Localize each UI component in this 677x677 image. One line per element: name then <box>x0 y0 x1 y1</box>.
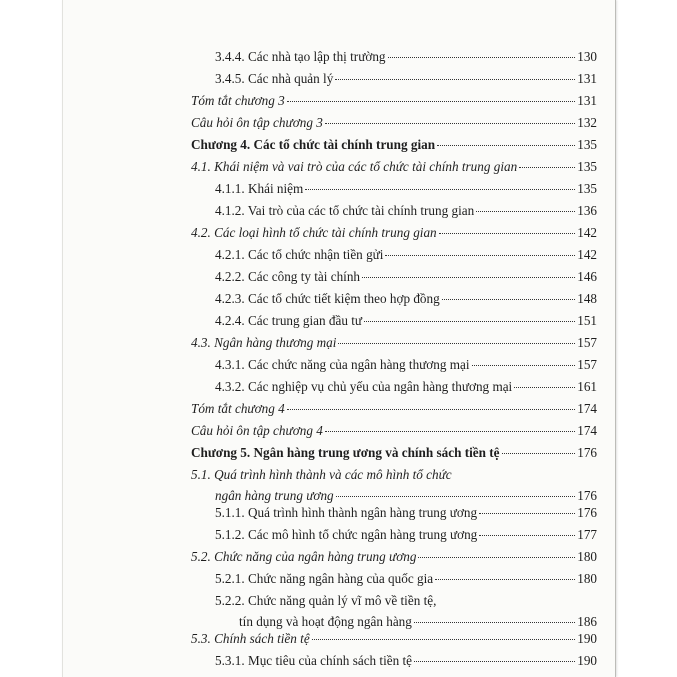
toc-entry[interactable] <box>215 378 597 395</box>
toc-entry[interactable] <box>191 114 597 131</box>
dot-leader <box>338 343 575 344</box>
toc-page-number: 186 <box>577 614 597 629</box>
toc-entry-label: Chương 5. Ngân hàng trung ương và chính sách tiền tệ <box>191 445 500 460</box>
dot-leader <box>514 387 575 388</box>
toc-entry-label: 5.1.1. Quá trình hình thành ngân hàng trung ương <box>215 505 478 520</box>
dot-leader <box>335 79 575 80</box>
toc-page-number: 157 <box>577 335 597 350</box>
dot-leader <box>385 255 575 256</box>
toc-entry[interactable] <box>191 630 597 647</box>
toc-page-number: 131 <box>577 71 597 86</box>
toc-page-number: 161 <box>577 379 597 394</box>
toc-page-number: 176 <box>577 505 597 520</box>
toc-entry[interactable] <box>215 570 597 587</box>
toc-page-number: 177 <box>577 527 597 542</box>
toc-entry-label: 4.2.3. Các tổ chức tiết kiệm theo hợp đồng <box>215 291 440 306</box>
toc-entry-label: Chương 4. Các tổ chức tài chính trung gian <box>191 137 436 152</box>
toc-entry-label: 4.2.1. Các tổ chức nhận tiền gửi <box>215 247 384 262</box>
toc-entry-label: 5.1. Quá trình hình thành và các mô hình tổ chức <box>191 467 452 482</box>
dot-leader <box>414 661 575 662</box>
toc-page-number: 135 <box>577 159 597 174</box>
toc-entry-label: 4.2.4. Các trung gian đầu tư <box>215 313 363 328</box>
toc-page-number: 176 <box>577 488 597 503</box>
toc-page-number: 180 <box>577 549 597 564</box>
toc-entry-label: 4.1.1. Khái niệm <box>215 181 304 196</box>
toc-entry-label: 5.3.1. Mục tiêu của chính sách tiền tệ <box>215 653 413 668</box>
toc-page-number: 174 <box>577 401 597 416</box>
dot-leader <box>305 189 575 190</box>
dot-leader <box>287 409 575 410</box>
toc-page-number: 190 <box>577 631 597 646</box>
toc-entry[interactable] <box>215 48 597 65</box>
toc-entry[interactable] <box>215 356 597 373</box>
dot-leader <box>325 431 575 432</box>
dot-leader <box>472 365 576 366</box>
toc-entry[interactable] <box>215 202 597 219</box>
toc-page-number: 136 <box>577 203 597 218</box>
toc-entry[interactable] <box>215 504 597 521</box>
toc-entry-label: 4.3.2. Các nghiệp vụ chủ yếu của ngân hàng thương mại <box>215 379 513 394</box>
toc-entry-label: Câu hỏi ôn tập chương 4 <box>191 423 323 438</box>
toc-entry-label-continued: ngân hàng trung ương <box>215 488 334 503</box>
dot-leader <box>435 579 575 580</box>
toc-entry[interactable] <box>191 224 597 241</box>
dot-leader <box>439 233 576 234</box>
toc-page-number: 132 <box>577 115 597 130</box>
toc-entry[interactable] <box>191 400 597 417</box>
toc-entry[interactable] <box>191 466 597 504</box>
toc-entry-label: 5.3. Chính sách tiền tệ <box>191 631 310 646</box>
toc-page-number: 176 <box>577 445 597 460</box>
toc-entry[interactable] <box>191 422 597 439</box>
toc-entry-label: 5.1.2. Các mô hình tổ chức ngân hàng trung ương <box>215 527 478 542</box>
toc-page-number: 190 <box>577 653 597 668</box>
dot-leader <box>364 321 575 322</box>
dot-leader <box>476 211 575 212</box>
toc-entry-label: Tóm tắt chương 3 <box>191 93 285 108</box>
toc-entry-label: Tóm tắt chương 4 <box>191 401 285 416</box>
dot-leader <box>418 557 575 558</box>
dot-leader <box>362 277 575 278</box>
toc-entry[interactable] <box>215 652 597 669</box>
toc-entry-label-continued: tín dụng và hoạt động ngân hàng <box>239 614 412 629</box>
toc-entry[interactable] <box>191 548 597 565</box>
toc-entry[interactable] <box>215 70 597 87</box>
toc-entry[interactable] <box>215 592 597 630</box>
toc-entry[interactable] <box>215 290 597 307</box>
table-of-contents <box>63 0 615 677</box>
dot-leader <box>336 496 576 497</box>
toc-page-number: 174 <box>577 423 597 438</box>
toc-page-number: 157 <box>577 357 597 372</box>
dot-leader <box>479 535 575 536</box>
toc-entry-label: 4.2.2. Các công ty tài chính <box>215 269 361 284</box>
dot-leader <box>479 513 575 514</box>
toc-entry-label: 5.2.2. Chức năng quản lý vĩ mô về tiền tệ, <box>215 593 437 608</box>
toc-entry[interactable] <box>191 334 597 351</box>
dot-leader <box>519 167 575 168</box>
toc-entry[interactable] <box>191 444 597 461</box>
toc-entry-label: 3.4.4. Các nhà tạo lập thị trường <box>215 49 386 64</box>
toc-entry-label: 5.2. Chức năng của ngân hàng trung ương <box>191 549 417 564</box>
dot-leader <box>312 639 576 640</box>
toc-page-number: 142 <box>577 225 597 240</box>
toc-page-number: 135 <box>577 137 597 152</box>
toc-entry-label: 3.4.5. Các nhà quản lý <box>215 71 334 86</box>
toc-page-number: 130 <box>577 49 597 64</box>
toc-entry[interactable] <box>191 92 597 109</box>
dot-leader <box>325 123 575 124</box>
toc-entry-label: 4.1. Khái niệm và vai trò của các tổ chức tài chính trung gian <box>191 159 518 174</box>
toc-entry-label: 4.1.2. Vai trò của các tổ chức tài chính trung gian <box>215 203 475 218</box>
toc-page-number: 135 <box>577 181 597 196</box>
toc-entry-label: 4.3.1. Các chức năng của ngân hàng thương mại <box>215 357 470 372</box>
dot-leader <box>414 622 575 623</box>
toc-entry-label: 4.3. Ngân hàng thương mại <box>191 335 337 350</box>
dot-leader <box>388 57 576 58</box>
dot-leader <box>287 101 575 102</box>
toc-entry[interactable] <box>215 526 597 543</box>
toc-entry-label: 4.2. Các loại hình tổ chức tài chính trung gian <box>191 225 437 240</box>
book-page <box>62 0 616 677</box>
toc-entry[interactable] <box>191 136 597 153</box>
toc-page-number: 151 <box>577 313 597 328</box>
toc-page-number: 180 <box>577 571 597 586</box>
toc-page-number: 131 <box>577 93 597 108</box>
dot-leader <box>502 453 576 454</box>
toc-entry[interactable] <box>215 312 597 329</box>
toc-entry[interactable] <box>215 246 597 263</box>
toc-entry-label: 5.2.1. Chức năng ngân hàng của quốc gia <box>215 571 434 586</box>
toc-page-number: 142 <box>577 247 597 262</box>
dot-leader <box>442 299 576 300</box>
toc-page-number: 148 <box>577 291 597 306</box>
toc-entry-label: Câu hỏi ôn tập chương 3 <box>191 115 323 130</box>
dot-leader <box>437 145 575 146</box>
toc-entry[interactable] <box>215 180 597 197</box>
toc-entry[interactable] <box>215 268 597 285</box>
toc-entry[interactable] <box>191 158 597 175</box>
toc-page-number: 146 <box>577 269 597 284</box>
